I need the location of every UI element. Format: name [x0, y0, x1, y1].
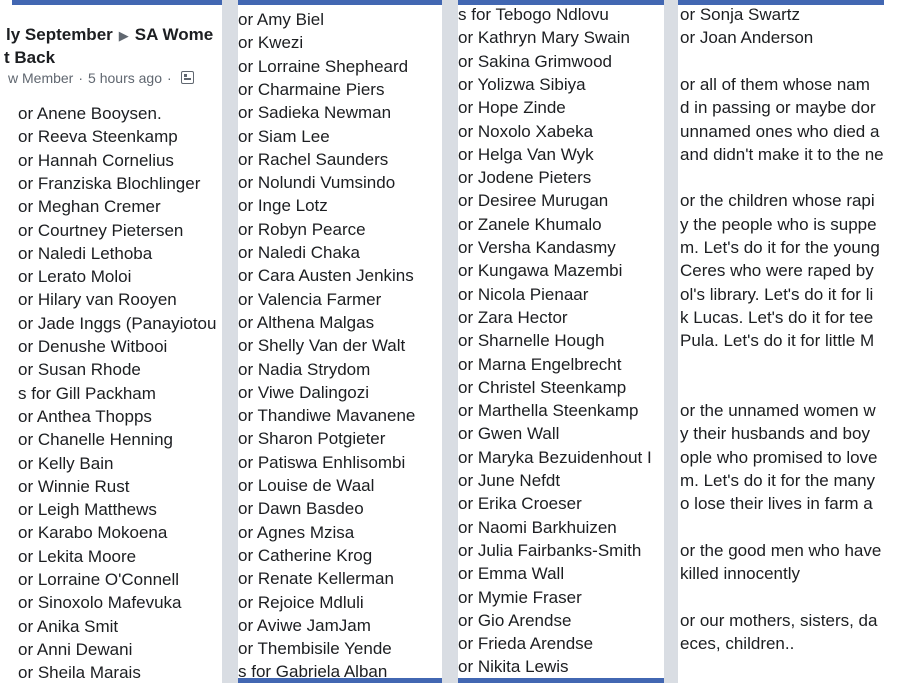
name-list-item: or Emma Wall	[458, 564, 565, 584]
name-list-item: or Sinoxolo Mafevuka	[18, 593, 182, 613]
name-list-item: or Erika Croeser	[458, 494, 582, 514]
tribute-line: ople who promised to love	[680, 447, 878, 467]
tribute-line: d in passing or maybe dor	[680, 98, 876, 118]
name-list-item: or Nolundi Vumsindo	[238, 173, 396, 193]
panel-top-border	[238, 0, 442, 5]
name-list-item: or Lerato Moloi	[18, 267, 132, 287]
name-list-item: or Aviwe JamJam	[238, 615, 371, 635]
name-list-item: or June Nefdt	[458, 471, 561, 490]
name-list-item: or Franziska Blochlinger	[18, 173, 201, 193]
name-list-item: or Yolizwa Sibiya	[458, 74, 586, 94]
tribute-line: and didn't make it to the ne	[680, 144, 884, 164]
name-list-item: or Nikita Lewis	[458, 657, 569, 677]
name-list-item: or Kathryn Mary Swain	[458, 28, 630, 48]
name-list-item: or Anthea Thopps	[18, 406, 152, 426]
meta-separator: ·	[78, 70, 84, 86]
name-list-item: or Frieda Arendse	[458, 634, 594, 654]
member-badge: w Member	[8, 70, 74, 86]
name-list-item: or Versha Kandasmy	[458, 238, 616, 257]
breadcrumb-arrow-icon: ▶	[118, 28, 129, 43]
name-list-item: or Leigh Matthews	[18, 500, 157, 520]
post-breadcrumb	[6, 25, 213, 45]
name-list-item: or Hope Zinde	[458, 98, 566, 118]
tribute-line: o lose their lives in farm a	[680, 494, 873, 514]
name-list-item: or Louise de Waal	[238, 476, 375, 495]
name-list-item: or Sharnelle Hough	[458, 331, 605, 351]
name-list-item: or Nicola Pienaar	[458, 284, 589, 304]
tribute-line: or the good men who have	[680, 540, 882, 560]
name-list-item: or Anika Smit	[18, 616, 119, 636]
name-list-item: or Noxolo Xabeka	[458, 121, 594, 141]
name-list-item: or Renate Kellerman	[238, 569, 394, 589]
post-meta	[8, 70, 194, 86]
name-list-item: or Agnes Mzisa	[238, 522, 355, 542]
name-list-item: or Mymie Fraser	[458, 587, 582, 607]
name-list-item: or Lekita Moore	[18, 546, 137, 566]
tribute-line: m. Let's do it for the many	[680, 471, 876, 490]
name-list-item: or Kelly Bain	[18, 453, 114, 473]
screenshot-panel-1	[4, 0, 222, 683]
panel-top-border	[12, 0, 222, 5]
name-list-item: or Anni Dewani	[18, 639, 133, 659]
name-list-item: or Maryka Bezuidenhout I	[458, 447, 652, 467]
tribute-line: eces, children..	[680, 634, 795, 654]
name-list-item: or Hilary van Rooyen	[18, 290, 177, 310]
tribute-line: or our mothers, sisters, da	[680, 610, 878, 630]
post-timestamp[interactable]: 5 hours ago	[88, 70, 162, 86]
name-list-item: or Anene Booysen.	[18, 104, 162, 123]
members-icon	[181, 71, 194, 84]
screenshot-panel-3	[458, 0, 664, 683]
name-list-item: or Zara Hector	[458, 307, 568, 327]
name-list-item: or Shelly Van der Walt	[238, 336, 406, 356]
name-list-item: or Rachel Saunders	[238, 149, 389, 169]
name-list-item: or Cara Austen Jenkins	[238, 266, 414, 286]
tribute-line: m. Let's do it for the young	[680, 238, 880, 257]
name-list-item: or Naledi Chaka	[238, 243, 360, 262]
name-list-item: or Amy Biel	[238, 10, 324, 29]
name-list-item: or Denushe Witbooi	[18, 337, 168, 356]
tribute-line: unnamed ones who died a	[680, 121, 880, 141]
name-list-item: or Inge Lotz	[238, 196, 328, 216]
name-list-item: or Catherine Krog	[238, 545, 373, 565]
tribute-line: Ceres who were raped by	[680, 261, 874, 281]
panel-gap	[442, 0, 458, 683]
meta-separator: ·	[166, 70, 172, 86]
name-list-item: or Lorraine O'Connell	[18, 570, 180, 589]
name-list-item: or Reeva Steenkamp	[18, 127, 178, 147]
name-list-item: or Susan Rhode	[18, 360, 141, 380]
name-list-item: or Gio Arendse	[458, 610, 572, 630]
name-list-item: or Nadia Strydom	[238, 359, 371, 379]
name-list-item: or Thandiwe Mavanene	[238, 406, 416, 426]
panel-gap	[222, 0, 238, 683]
name-list-item: or Kungawa Mazembi	[458, 261, 623, 281]
screenshot-panel-4	[678, 0, 884, 683]
name-list-item: or Siam Lee	[238, 126, 330, 146]
name-list-item: or Valencia Farmer	[238, 289, 382, 309]
name-list-item: or Jade Inggs (Panayiotou	[18, 313, 217, 333]
name-list-item: or Courtney Pietersen	[18, 220, 184, 240]
name-list-item: or Karabo Mokoena	[18, 523, 168, 543]
tribute-line: Pula. Let's do it for little M	[680, 331, 875, 351]
name-list-item: or Lorraine Shepheard	[238, 56, 409, 76]
post-author-link[interactable]: ly September	[6, 25, 113, 44]
name-list-item: or Patiswa Enhlisombi	[238, 452, 406, 472]
group-name-continued[interactable]: t Back	[4, 48, 56, 67]
name-list-item: or Julia Fairbanks-Smith	[458, 540, 642, 560]
group-name-link[interactable]: SA Wome	[134, 25, 214, 44]
name-list-item: or Winnie Rust	[18, 476, 130, 496]
name-list-item: or Helga Van Wyk	[458, 144, 594, 164]
name-list-item: or Kwezi	[238, 33, 304, 53]
name-list-item: or Meghan Cremer	[18, 197, 161, 217]
tribute-line: k Lucas. Let's do it for tee	[680, 307, 874, 327]
name-list-item: or Dawn Basdeo	[238, 499, 364, 519]
name-list-item: or Sakina Grimwood	[458, 51, 613, 71]
panel-gap	[664, 0, 678, 683]
name-list-item: or Robyn Pearce	[238, 219, 366, 239]
name-list-item: or Marna Engelbrecht	[458, 354, 622, 374]
name-list-item: s for Gabriela Alban	[238, 662, 388, 682]
name-list-item: or Rejoice Mdluli	[238, 592, 364, 612]
name-list-item: or Naomi Barkhuizen	[458, 517, 617, 537]
tribute-line: or the unnamed women w	[680, 401, 876, 421]
tribute-line: y their husbands and boy	[680, 424, 870, 444]
name-list-item: s for Gill Packham	[18, 383, 156, 403]
tribute-line: ol's library. Let's do it for li	[680, 284, 874, 304]
name-list-item: or Sharon Potgieter	[238, 429, 386, 449]
name-list-item: or Desiree Murugan	[458, 191, 609, 211]
name-list-item: or Chanelle Henning	[18, 430, 173, 450]
name-list-item: or Hannah Cornelius	[18, 150, 174, 170]
tribute-line: or Sonja Swartz	[680, 5, 800, 24]
tribute-line: or the children whose rapi	[680, 191, 875, 211]
name-list-item: s for Tebogo Ndlovu	[458, 5, 609, 24]
name-list-item: or Marthella Steenkamp	[458, 401, 639, 421]
tribute-line: or Joan Anderson	[680, 28, 814, 48]
name-list-item: or Sadieka Newman	[238, 103, 392, 123]
name-list-item: or Naledi Lethoba	[18, 243, 153, 263]
name-list-item: or Christel Steenkamp	[458, 377, 627, 397]
tribute-line: or all of them whose nam	[680, 74, 870, 94]
tribute-line: y the people who is suppe	[680, 214, 877, 234]
name-list-item: or Viwe Dalingozi	[238, 382, 370, 402]
name-list-item: or Thembisile Yende	[238, 639, 392, 659]
name-list-item: or Charmaine Piers	[238, 79, 385, 99]
name-list-item: or Zanele Khumalo	[458, 214, 602, 234]
screenshot-panel-2	[238, 0, 442, 683]
name-list-item: or Sheila Marais	[18, 663, 141, 683]
name-list-item: or Gwen Wall	[458, 424, 560, 444]
tribute-line: killed innocently	[680, 564, 801, 584]
panel-bottom-border	[458, 678, 664, 683]
name-list-item: or Jodene Pieters	[458, 168, 592, 188]
name-list-item: or Althena Malgas	[238, 312, 375, 332]
